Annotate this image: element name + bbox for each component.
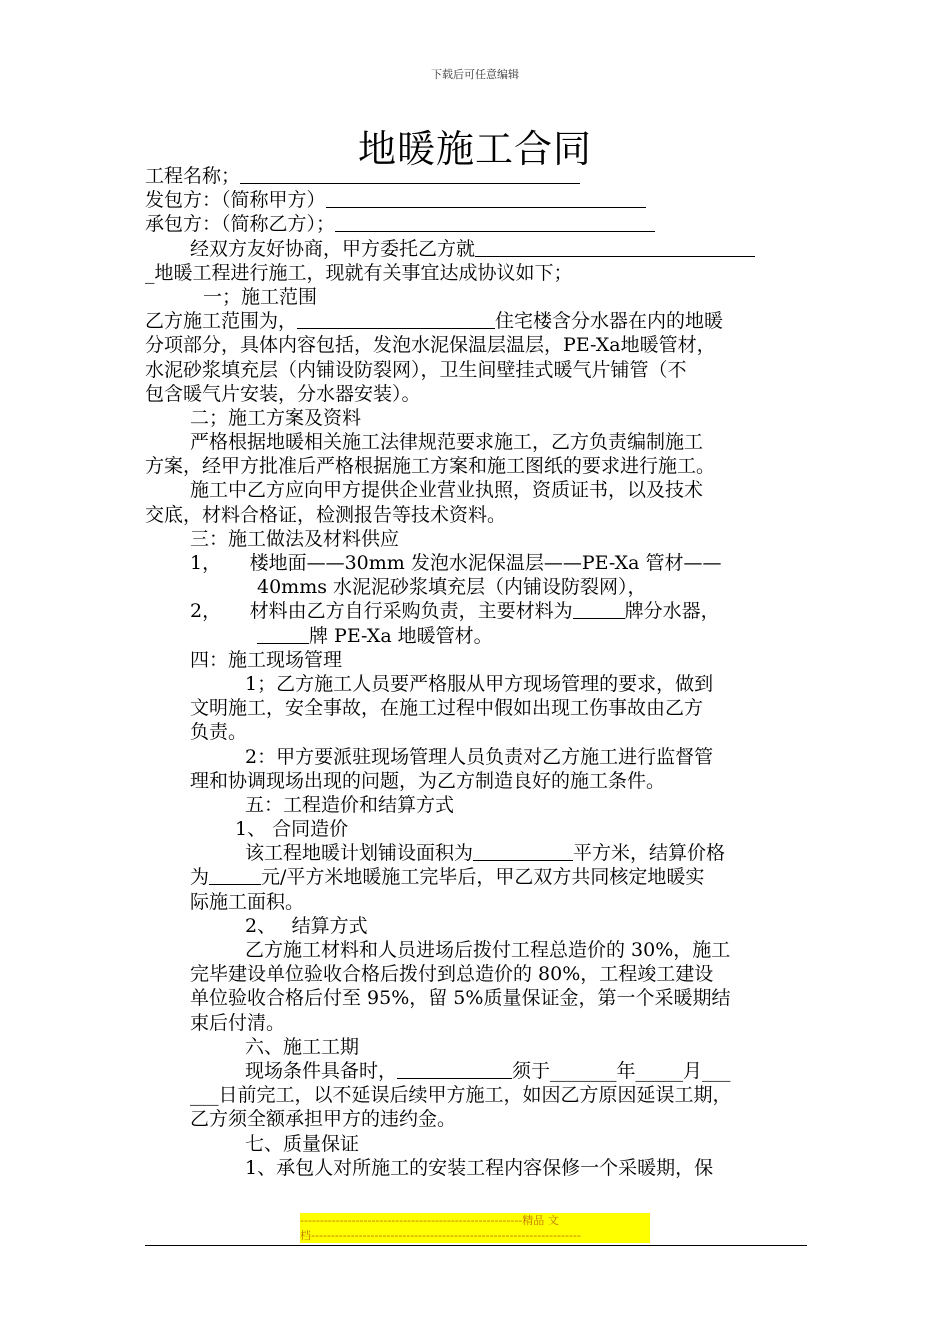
line-text: 现场条件具备时， [245, 1059, 398, 1082]
body-line [145, 938, 810, 962]
body-line [145, 430, 810, 454]
line-text: 三：施工做法及材料供应 [190, 527, 400, 550]
line-text: 四：施工现场管理 [190, 648, 343, 671]
line-text: 严格根据地暖相关施工法律规范要求施工，乙方负责编制施工 [190, 431, 704, 454]
line-text: 水泥砂浆填充层（内铺设防裂网），卫生间壁挂式暖气片铺管（不 [145, 358, 687, 381]
line-text: 五：工程造价和结算方式 [245, 793, 455, 816]
line-text-after: 牌 PE-Xa 地暖管材。 [309, 624, 493, 647]
body-line [145, 817, 810, 841]
line-text: ___日前完工，以不延误后续甲方施工，如因乙方原因延误工期， [190, 1084, 732, 1107]
header-note: 下载后可任意编辑 [431, 68, 519, 81]
body-line [145, 624, 810, 648]
blank-underline [240, 164, 580, 184]
line-text: 负责。 [190, 721, 248, 744]
body-line [145, 745, 810, 769]
body-line [145, 648, 810, 672]
line-text: 1、 合同造价 [235, 818, 349, 841]
blank-underline [473, 841, 573, 861]
line-text: 2， 材料由乙方自行采购负责，主要材料为 [190, 600, 573, 623]
body-line [145, 672, 810, 696]
line-text: 乙方须全额承担甲方的违约金。 [190, 1108, 457, 1131]
line-text-after: 平方米，结算价格 [573, 842, 726, 865]
line-text: 发包方：（简称甲方） [145, 189, 326, 212]
line-text: 1、承包人对所施工的安装工程内容保修一个采暖期，保 [245, 1156, 714, 1179]
blank-underline [257, 624, 309, 644]
body-line [145, 164, 810, 188]
body-line [145, 1011, 810, 1035]
body-line [145, 527, 810, 551]
blank-underline [397, 1059, 512, 1079]
line-text-after: 元/平方米地暖施工完毕后，甲乙双方共同核定地暖实 [261, 866, 705, 889]
body-line [145, 551, 810, 575]
document-title: 地暖施工合同 [357, 127, 592, 171]
line-text: 经双方友好协商，甲方委托乙方就 [190, 237, 476, 260]
blank-underline [573, 599, 625, 619]
line-text: 该工程地暖计划铺设面积为 [245, 842, 474, 865]
body-line [145, 865, 810, 889]
line-text: 束后付清。 [190, 1011, 286, 1034]
body-line [145, 406, 810, 430]
line-text: 为 [190, 866, 210, 889]
blank-underline [209, 865, 261, 885]
body-line [145, 358, 810, 382]
body-line [145, 1059, 810, 1083]
body-line [145, 478, 810, 502]
line-text: 分项部分，具体内容包括，发泡水泥保温层温层，PE-Xa地暖管材， [145, 334, 716, 357]
line-text: 施工中乙方应向甲方提供企业营业执照，资质证书，以及技术 [190, 479, 704, 502]
body-line [145, 1156, 810, 1180]
body-line [145, 309, 810, 333]
line-text: 文明施工，安全事故，在施工过程中假如出现工伤事故由乙方 [190, 697, 704, 720]
body-line [145, 237, 810, 261]
line-text-after: 须于_______年_____月___ [512, 1059, 731, 1082]
blank-underline [335, 212, 655, 232]
line-text-after: 牌分水器， [624, 600, 720, 623]
line-text: 七、质量保证 [245, 1132, 360, 1155]
line-text: 承包方：（简称乙方）； [145, 213, 336, 236]
line-text: 一；施工范围 [203, 285, 318, 308]
body-line [145, 793, 810, 817]
line-text: 包含暖气片安装，分水器安装）。 [145, 382, 421, 405]
body-line [145, 890, 810, 914]
line-text: 2、 结算方式 [245, 914, 368, 937]
line-text: 方案，经甲方批准后严格根据施工方案和施工图纸的要求进行施工。 [145, 455, 716, 478]
body-line [145, 599, 810, 623]
line-text: 工程名称； [145, 165, 241, 187]
body-line [145, 986, 810, 1010]
body-line [145, 696, 810, 720]
line-text: 六、施工工期 [245, 1035, 360, 1058]
body-line [145, 841, 810, 865]
line-text: 1， 楼地面——30mm 发泡水泥保温层——PE-Xa 管材—— [190, 552, 722, 574]
line-text: 理和协调现场出现的问题，为乙方制造良好的施工条件。 [190, 769, 666, 792]
body-line [145, 1083, 810, 1107]
body-line [145, 769, 810, 793]
line-text: 完毕建设单位验收合格后拨付到总造价的 80%，工程竣工建设 [190, 963, 714, 986]
body-line [145, 212, 810, 236]
body-line [145, 188, 810, 212]
body-line [145, 382, 810, 406]
body-line [145, 720, 810, 744]
body-line [145, 1107, 810, 1131]
line-text: 乙方施工范围为， [145, 310, 298, 333]
footer-watermark-line-1: --------------------------------------------------------精品 文 [300, 1213, 650, 1228]
body-line [145, 285, 810, 309]
body-line [145, 914, 810, 938]
blank-underline [326, 188, 646, 208]
footer-watermark-line-2: 档-------------------------------------------------------------------- [300, 1228, 650, 1243]
line-text: 二；施工方案及资料 [190, 406, 362, 429]
body-line [145, 1035, 810, 1059]
line-text: 际施工面积。 [190, 890, 305, 913]
body-line [145, 1132, 810, 1156]
line-text-after: 住宅楼含分水器在内的地暖 [495, 310, 724, 333]
line-text: 交底，材料合格证，检测报告等技术资料。 [145, 503, 507, 526]
footer-rule [145, 1245, 807, 1246]
body-line [145, 454, 810, 478]
body-line [145, 333, 810, 357]
body-line [145, 575, 810, 599]
body-line [145, 261, 810, 285]
contract-body [145, 164, 810, 1180]
line-text: 1；乙方施工人员要严格服从甲方现场管理的要求，做到 [245, 672, 714, 695]
line-text: 乙方施工材料和人员进场后拨付工程总造价的 30%，施工 [245, 939, 731, 961]
body-line [145, 962, 810, 986]
line-text: 40mms 水泥泥砂浆填充层（内铺设防裂网）， [257, 576, 647, 599]
blank-underline [475, 237, 755, 257]
line-text: _地暖工程进行施工，现就有关事宜达成协议如下； [145, 261, 573, 284]
blank-underline [297, 309, 495, 329]
line-text: 单位验收合格后付至 95%，留 5%质量保证金，第一个采暖期结 [190, 987, 731, 1010]
body-line [145, 503, 810, 527]
line-text: 2：甲方要派驻现场管理人员负责对乙方施工进行监督管 [245, 745, 714, 768]
